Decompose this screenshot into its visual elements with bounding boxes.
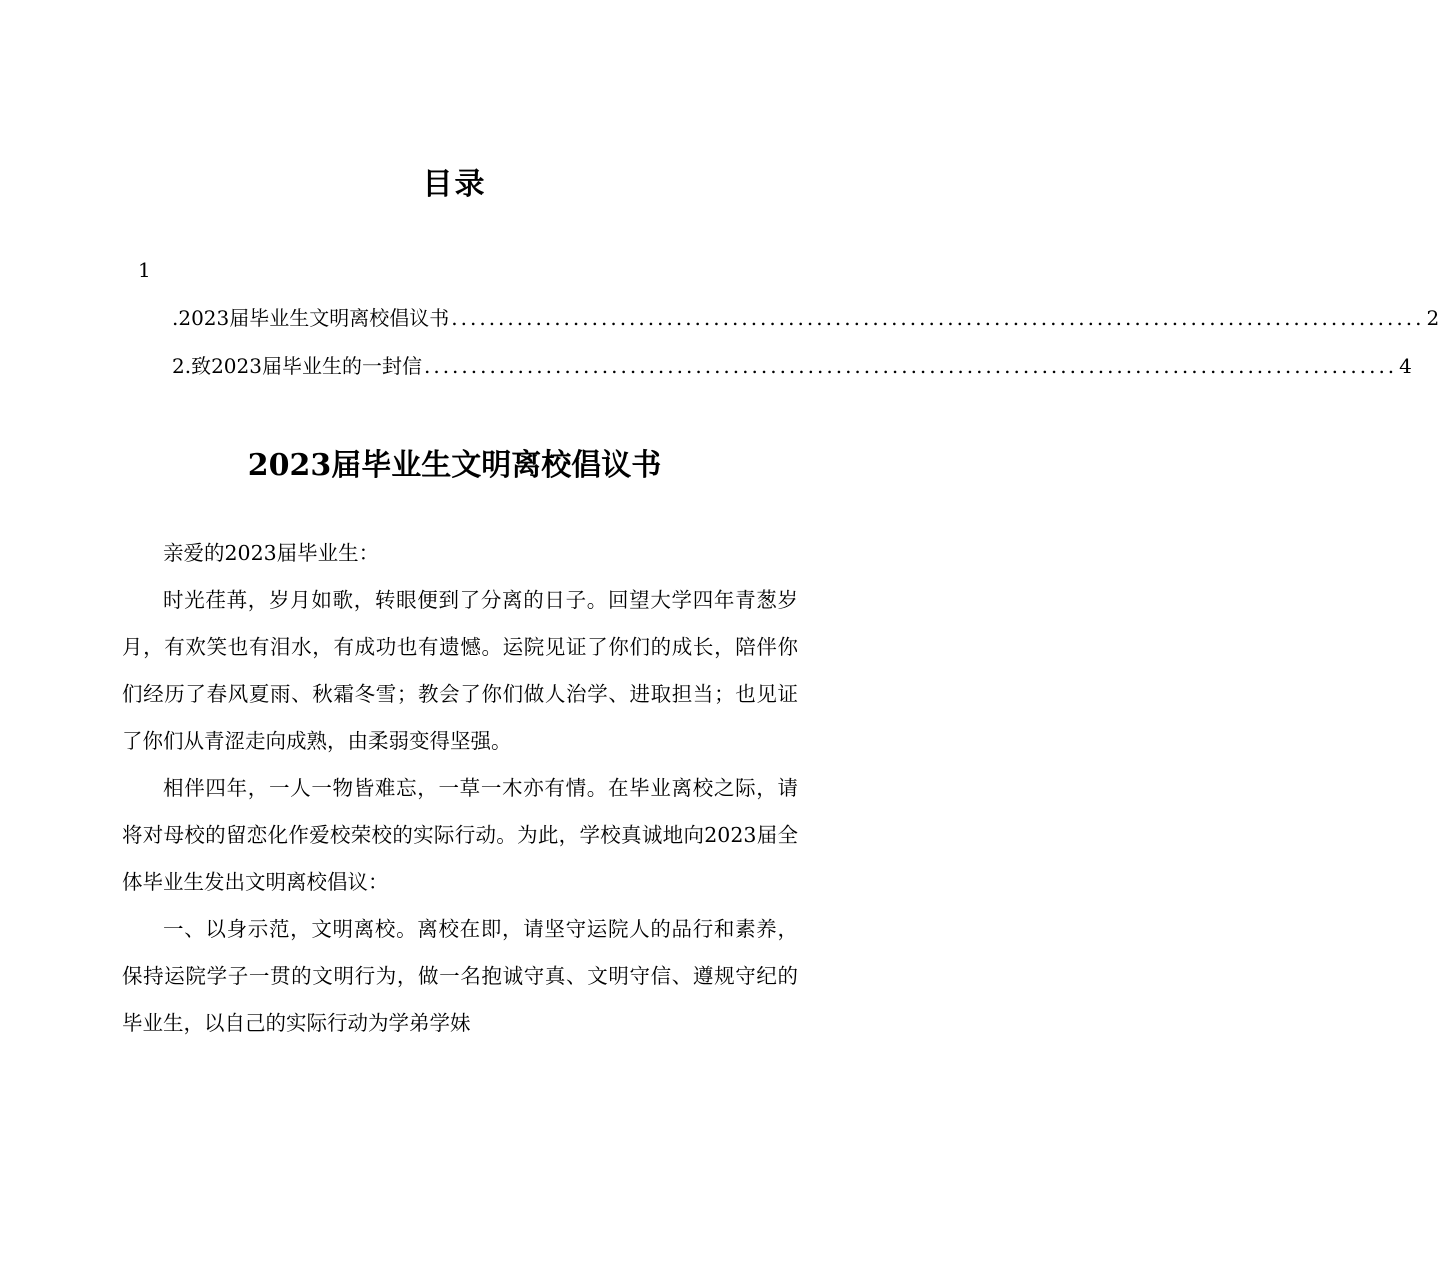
document-body <box>122 530 798 1047</box>
paragraph: 时光荏苒，岁月如歌，转眼便到了分离的日子。回望大学四年青葱岁月，有欢笑也有泪水，有成功也有遗憾。运院见证了你们的成长，陪伴你们经历了春风夏雨、秋霜冬雪；教会了你们做人治学、进取担当；也见证了你们从青涩走向成熟，由柔弱变得坚强。 <box>122 588 798 753</box>
toc-dot-leader: ........................................................................................................ <box>451 306 1425 330</box>
toc-dot-leader: ........................................................................................................ <box>423 354 1398 378</box>
document-title: 2023届毕业生文明离校倡议书 <box>247 448 662 483</box>
toc-entry-page: 4 <box>1399 354 1412 378</box>
paragraph: 相伴四年，一人一物皆难忘，一草一木亦有情。在毕业离校之际，请将对母校的留恋化作爱校荣校的实际行动。为此，学校真诚地向2023届全体毕业生发出文明离校倡议： <box>122 776 798 894</box>
toc-entry-1[interactable] <box>172 303 1439 333</box>
toc-entry-label: 2.致2023届毕业生的一封信 <box>172 354 422 378</box>
toc-number: 1 <box>138 258 151 282</box>
paragraph: 一、以身示范，文明离校。离校在即，请坚守运院人的品行和素养，保持运院学子一贯的文明行为，做一名抱诚守真、文明守信、遵规守纪的毕业生，以自己的实际行动为学弟学妹 <box>122 917 798 1035</box>
toc-title: 目录 <box>422 167 487 202</box>
salutation: 亲爱的2023届毕业生： <box>163 541 380 565</box>
toc-entry-2[interactable] <box>172 351 1412 381</box>
toc-entry-label: .2023届毕业生文明离校倡议书 <box>172 306 450 330</box>
toc-entry-page: 2 <box>1426 306 1439 330</box>
